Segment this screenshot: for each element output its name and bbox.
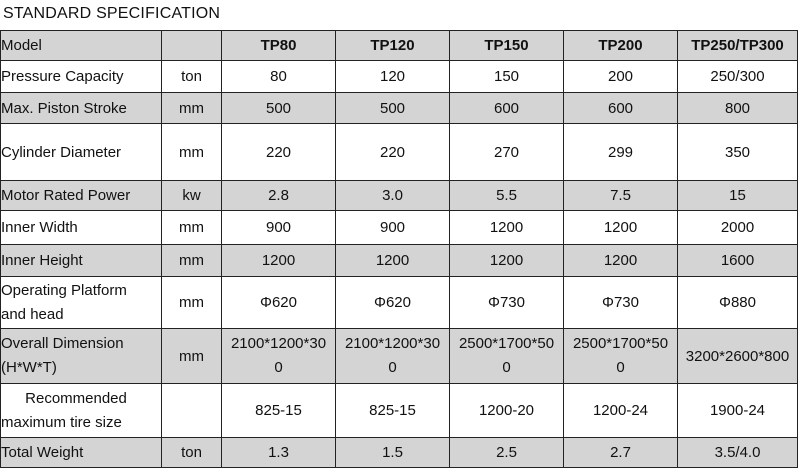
- cell: 2000: [678, 211, 798, 245]
- row-label: Max. Piston Stroke: [1, 93, 162, 124]
- cell: 5.5: [450, 181, 564, 211]
- cell-line2: 0: [274, 359, 283, 376]
- row-unit: ton: [162, 438, 222, 468]
- cell: 1200-24: [564, 384, 678, 438]
- cell: 2.5: [450, 438, 564, 468]
- table-row: [1, 124, 798, 181]
- cell-line2: 0: [502, 359, 511, 376]
- cell: 900: [222, 211, 336, 245]
- cell: 3.0: [336, 181, 450, 211]
- cell: 1200: [450, 211, 564, 245]
- cell: 500: [222, 93, 336, 124]
- cell: 150: [450, 61, 564, 93]
- table-row: [1, 438, 798, 468]
- cell: 250/300: [678, 61, 798, 93]
- header-col-3: TP150: [450, 31, 564, 61]
- row-unit: mm: [162, 329, 222, 384]
- cell-line1: 2100*1200*30: [344, 335, 441, 352]
- cell: 1.5: [336, 438, 450, 468]
- cell-line1: 2100*1200*30: [230, 335, 327, 352]
- page-title: STANDARD SPECIFICATION: [3, 5, 221, 22]
- table-row: [1, 211, 798, 245]
- row-unit: mm: [162, 211, 222, 245]
- header-col-4: TP200: [564, 31, 678, 61]
- cell: 80: [222, 61, 336, 93]
- header-unit: [162, 31, 222, 61]
- row-label: Inner Height: [1, 245, 162, 277]
- table-header-row: [1, 31, 798, 61]
- cell: 800: [678, 93, 798, 124]
- row-unit: mm: [162, 245, 222, 277]
- row-label-line1: Recommended: [25, 389, 127, 407]
- cell-line2: 0: [616, 359, 625, 376]
- row-label-line2: and head: [1, 305, 64, 323]
- cell: 825-15: [222, 384, 336, 438]
- table-row: [1, 61, 798, 93]
- table-row: [1, 277, 798, 329]
- table-row: [1, 93, 798, 124]
- header-col-5: TP250/TP300: [678, 31, 798, 61]
- row-label: Total Weight: [1, 438, 162, 468]
- cell: 15: [678, 181, 798, 211]
- cell: 350: [678, 124, 798, 181]
- cell: 7.5: [564, 181, 678, 211]
- row-unit: mm: [162, 277, 222, 329]
- table-row: [1, 181, 798, 211]
- row-label: [1, 384, 162, 438]
- cell: 1200-20: [450, 384, 564, 438]
- row-label-line1: Overall Dimension: [1, 335, 124, 352]
- header-model: Model: [1, 31, 162, 61]
- row-unit: kw: [162, 181, 222, 211]
- cell: 825-15: [336, 384, 450, 438]
- header-col-1: TP80: [222, 31, 336, 61]
- table-row: [1, 384, 798, 438]
- cell: Φ620: [222, 277, 336, 329]
- table-row: [1, 329, 798, 384]
- row-label: Pressure Capacity: [1, 61, 162, 93]
- cell: 220: [336, 124, 450, 181]
- row-unit: [162, 384, 222, 438]
- cell: 1200: [450, 245, 564, 277]
- row-label: Motor Rated Power: [1, 181, 162, 211]
- row-label-line2: maximum tire size: [1, 413, 122, 431]
- cell: 1600: [678, 245, 798, 277]
- cell: 3200*2600*800: [678, 329, 798, 384]
- cell-line1: 2500*1700*50: [572, 335, 669, 352]
- cell: 299: [564, 124, 678, 181]
- row-label: Cylinder Diameter: [1, 124, 162, 181]
- specification-table: [0, 30, 798, 468]
- row-unit: mm: [162, 93, 222, 124]
- cell: 3.5/4.0: [678, 438, 798, 468]
- row-label: Inner Width: [1, 211, 162, 245]
- cell: 1200: [564, 245, 678, 277]
- cell: [222, 329, 336, 384]
- cell: Φ620: [336, 277, 450, 329]
- cell: 2.7: [564, 438, 678, 468]
- cell: 500: [336, 93, 450, 124]
- cell: 270: [450, 124, 564, 181]
- cell: 120: [336, 61, 450, 93]
- cell: Φ880: [678, 277, 798, 329]
- cell: 1200: [564, 211, 678, 245]
- row-label-line1: Operating Platform: [1, 281, 127, 299]
- cell: 220: [222, 124, 336, 181]
- cell: Φ730: [564, 277, 678, 329]
- cell: 600: [564, 93, 678, 124]
- cell: 1900-24: [678, 384, 798, 438]
- cell: 1200: [336, 245, 450, 277]
- cell: [450, 329, 564, 384]
- row-label: [1, 329, 162, 384]
- header-col-2: TP120: [336, 31, 450, 61]
- row-label-line2: (H*W*T): [1, 359, 57, 376]
- cell-line2: 0: [388, 359, 397, 376]
- row-label: [1, 277, 162, 329]
- cell: Φ730: [450, 277, 564, 329]
- cell: 1.3: [222, 438, 336, 468]
- cell: 600: [450, 93, 564, 124]
- cell-line1: 2500*1700*50: [458, 335, 555, 352]
- cell: 200: [564, 61, 678, 93]
- cell: [564, 329, 678, 384]
- table-row: [1, 245, 798, 277]
- cell: [336, 329, 450, 384]
- row-unit: ton: [162, 61, 222, 93]
- cell: 1200: [222, 245, 336, 277]
- cell: 900: [336, 211, 450, 245]
- row-unit: mm: [162, 124, 222, 181]
- cell: 2.8: [222, 181, 336, 211]
